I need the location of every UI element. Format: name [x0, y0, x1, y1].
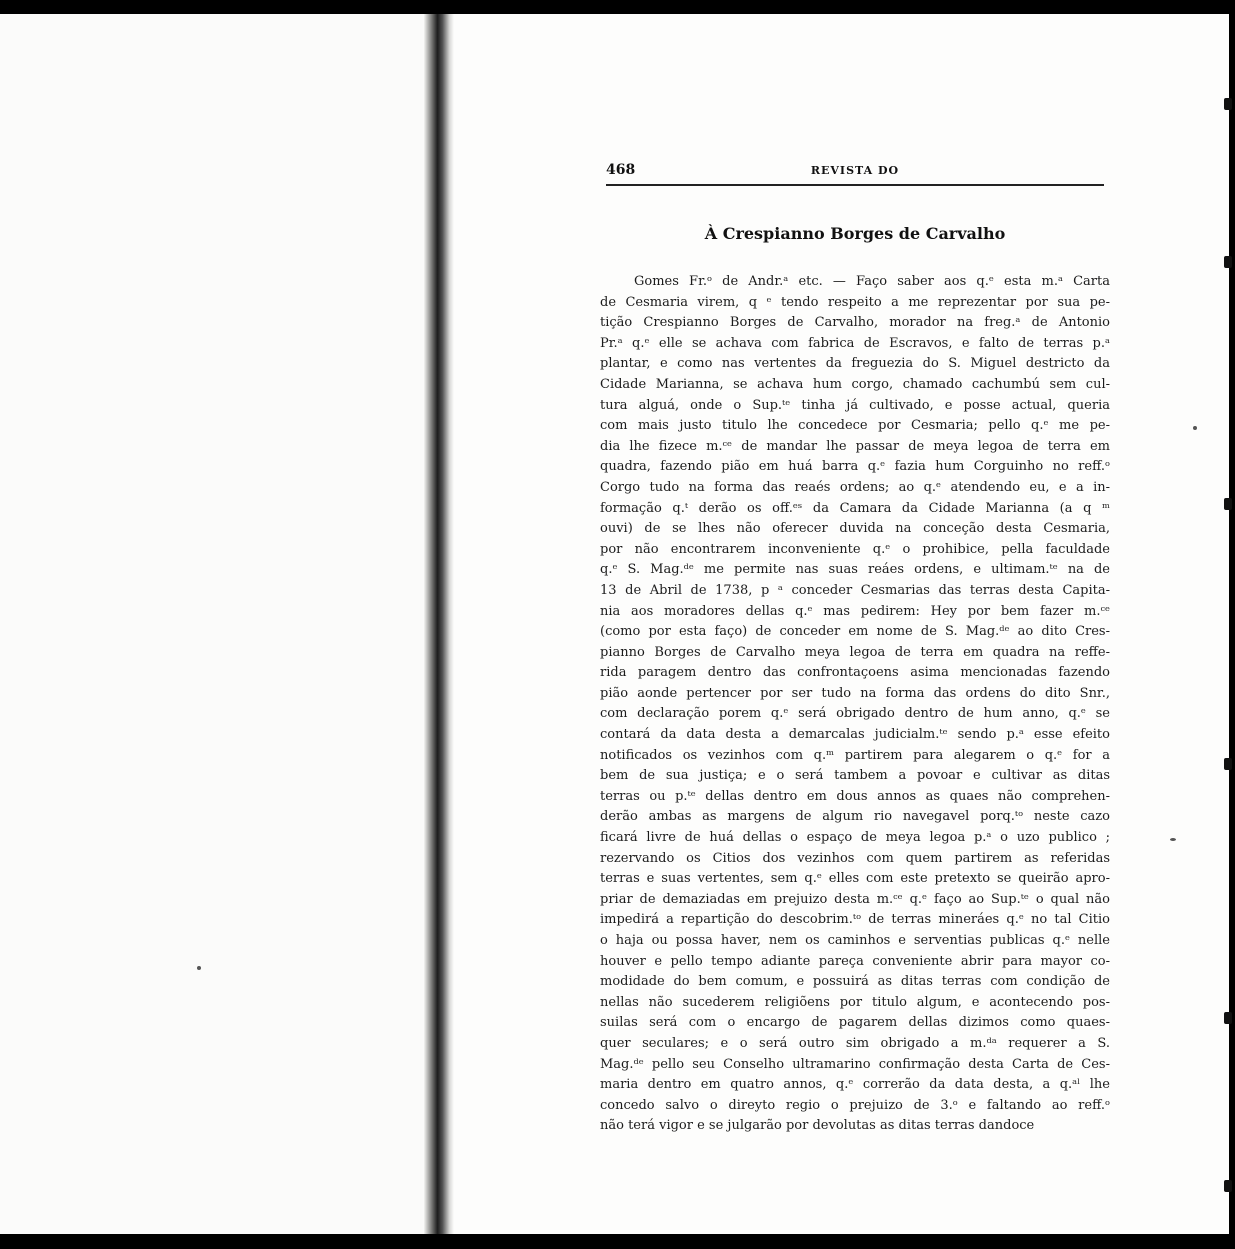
body-line: modidade do bem comum, e possuirá as ditas terras com condição de: [600, 974, 1110, 990]
book-gutter: [424, 14, 454, 1234]
body-line: com declaração porem q.ᵉ será obrigado dentro de hum anno, q.ᵉ se: [600, 706, 1110, 722]
body-line: contará da data desta a demarcalas judicialm.ᵗᵉ sendo p.ᵃ esse efeito: [600, 727, 1110, 743]
left-page-blank: [0, 14, 428, 1234]
page-header: [606, 162, 1104, 186]
page-edge-mark: [1224, 1180, 1232, 1192]
article-title: À Crespianno Borges de Carvalho: [704, 224, 1006, 243]
body-line: maria dentro em quatro annos, q.ᵉ correrão da data desta, a q.ᵃˡ lhe: [600, 1077, 1110, 1093]
body-line: pião aonde pertencer por ser tudo na forma das ordens do dito Snr.,: [600, 685, 1110, 701]
body-line: Corgo tudo na forma das reaés ordens; ao q.ᵉ atendendo eu, e a in-: [600, 479, 1110, 495]
body-line: o haja ou possa haver, nem os caminhos e serventias publicas q.ᵉ nelle: [600, 933, 1110, 948]
body-line: ouvi) de se lhes não oferecer duvida na conceção desta Cesmaria,: [600, 521, 1110, 537]
body-line: impedirá a repartição do descobrim.ᵗᵒ de terras mineráes q.ᵉ no tal Citio: [600, 912, 1110, 928]
body-line: (como por esta faço) de conceder em nome de S. Mag.ᵈᵉ ao dito Cres-: [600, 624, 1110, 640]
body-line: houver e pello tempo adiante pareça conveniente abrir para mayor co-: [600, 953, 1110, 969]
page-edge-mark: [1224, 256, 1232, 268]
body-line: ficará livre de huá dellas o espaço de meya legoa p.ᵃ o uzo publico ;: [600, 830, 1110, 846]
body-line: quadra, fazendo pião em huá barra q.ᵉ fazia hum Corguinho no reff.ᵒ: [600, 459, 1110, 475]
body-line: concedo salvo o direyto regio o prejuizo de 3.ᵒ e faltando ao reff.ᵒ: [600, 1097, 1110, 1113]
body-line: notificados os vezinhos com q.ᵐ partirem para alegarem o q.ᵉ for a: [600, 747, 1110, 763]
body-line: dia lhe fizece m.ᶜᵉ de mandar lhe passar de meya legoa de terra em: [600, 438, 1110, 454]
scan-border-right: [1229, 0, 1235, 1249]
body-line: tura alguá, onde o Sup.ᵗᵉ tinha já cultivado, e posse actual, queria: [600, 397, 1110, 413]
body-line: q.ᵉ S. Mag.ᵈᵉ me permite nas suas reáes ordens, e ultimam.ᵗᵉ na de: [600, 562, 1110, 578]
body-line: Pr.ᵃ q.ᵉ elle se achava com fabrica de Escravos, e falto de terras p.ᵃ: [600, 335, 1110, 351]
body-line: quer seculares; e o será outro sim obrigado a m.ᵈᵃ requerer a S.: [600, 1035, 1110, 1051]
page-edge-mark: [1224, 1012, 1232, 1024]
body-line: rezervando os Citios dos vezinhos com quem partirem as referidas: [600, 850, 1110, 866]
body-line: rida paragem dentro das confrontaçoens asima mencionadas fazendo: [600, 665, 1110, 681]
body-line: terras ou p.ᵗᵉ dellas dentro em dous annos as quaes não comprehen-: [600, 788, 1110, 804]
body-line: com mais justo titulo lhe concedece por Cesmaria; pello q.ᵉ me pe-: [600, 418, 1110, 434]
paper-speck: [197, 966, 201, 970]
body-line: Gomes Fr.ᵒ de Andr.ᵃ etc. — Faço saber aos q.ᵉ esta m.ᵃ Carta: [634, 274, 1110, 289]
page-edge-mark: [1224, 758, 1232, 770]
body-line: 13 de Abril de 1738, p ᵃ conceder Cesmarias das terras desta Capita-: [600, 582, 1110, 598]
paper-speck: [1193, 426, 1197, 430]
body-line: bem de sua justiça; e o será tambem a povoar e cultivar as ditas: [600, 768, 1110, 784]
body-line: nia aos moradores dellas q.ᵉ mas pedirem: Hey por bem fazer m.ᶜᵉ: [600, 603, 1110, 619]
body-line: priar de demaziadas em prejuizo desta m.ᶜᵉ q.ᵉ faço ao Sup.ᵗᵉ o qual não: [600, 891, 1110, 907]
body-line: Mag.ᵈᵉ pello seu Conselho ultramarino confirmação desta Carta de Ces-: [600, 1056, 1110, 1072]
body-line: suilas será com o encargo de pagarem dellas dizimos como quaes-: [600, 1015, 1110, 1031]
body-line: nellas não sucederem religiõens por titulo algum, e acontecendo pos-: [600, 994, 1110, 1010]
body-line: de Cesmaria virem, q ᵉ tendo respeito a me reprezentar por sua pe-: [600, 294, 1110, 310]
paper-speck: [1170, 838, 1176, 841]
page-edge-mark: [1224, 498, 1232, 510]
scan-border-bottom: [0, 1234, 1235, 1249]
page-edge-mark: [1224, 98, 1232, 110]
body-line: terras e suas vertentes, sem q.ᵉ elles com este pretexto se queirão apro-: [600, 871, 1110, 887]
page-number: 468: [606, 162, 636, 178]
body-line: não terá vigor e se julgarão por devolutas as ditas terras dandoce: [600, 1118, 1035, 1134]
body-line: derão ambas as margens de algum rio navegavel porq.ᵗᵒ neste cazo: [600, 809, 1110, 825]
running-head: REVISTA DO: [810, 164, 900, 177]
scan-border-top: [0, 0, 1235, 14]
body-line: pianno Borges de Carvalho meya legoa de terra em quadra na reffe-: [600, 644, 1110, 660]
body-line: Cidade Marianna, se achava hum corgo, chamado cachumbú sem cul-: [600, 376, 1110, 392]
body-line: formação q.ᵗ derão os off.ᵉˢ da Camara da Cidade Marianna (a q ᵐ: [600, 500, 1110, 516]
body-line: por não encontrarem inconveniente q.ᵉ o prohibice, pella faculdade: [600, 541, 1110, 557]
body-line: plantar, e como nas vertentes da freguezia do S. Miguel destricto da: [600, 356, 1110, 372]
body-line: tição Crespianno Borges de Carvalho, morador na freg.ᵃ de Antonio: [600, 315, 1110, 331]
body-text: [600, 272, 1110, 1137]
